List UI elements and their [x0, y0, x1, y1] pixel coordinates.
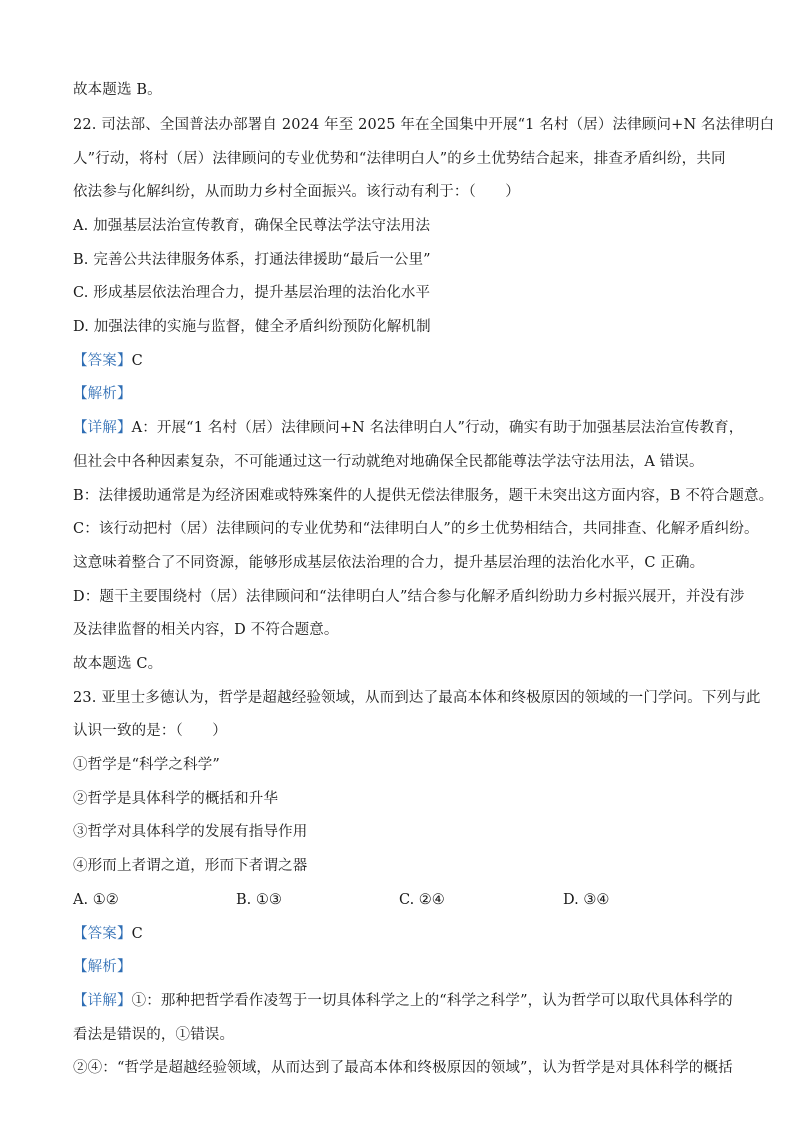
q23-stem-line-1: 23. 亚里士多德认为，哲学是超越经验领域，从而到达了最高本体和终极原因的领域的一门学问。下列与此 — [73, 690, 761, 706]
q21-conclusion: 故本题选 B。 — [73, 82, 162, 98]
q22-detail-line-4: C：该行动把村（居）法律顾问的专业优势和“法律明白人”的乡土优势相结合，共同排查、化解矛盾纠纷。 — [73, 521, 759, 537]
q22-analysis-tag: 【解析】 — [73, 386, 132, 402]
q23-item-4: ④形而上者谓之道，形而下者谓之器 — [73, 858, 308, 874]
q23-answer-value: C — [131, 926, 143, 942]
q22-detail-tag: 【详解】 — [73, 420, 132, 436]
q23-item-2: ②哲学是具体科学的概括和升华 — [73, 791, 279, 807]
q22-conclusion: 故本题选 C。 — [73, 656, 163, 672]
q23-detail-line-2: 看法是错误的，①错误。 — [73, 1027, 235, 1043]
q22-detail-line-2: 但社会中各种因素复杂，不可能通过这一行动就绝对地确保全民都能尊法学法守法用法，A 错误。 — [73, 454, 704, 470]
q22-answer-value: C — [131, 353, 143, 369]
q22-detail-line-7: 及法律监督的相关内容，D 不符合题意。 — [73, 622, 339, 638]
q22-option-a: A. 加强基层法治宣传教育，确保全民尊法学法守法用法 — [73, 218, 431, 234]
q22-stem-line-1: 22. 司法部、全国普法办部署自 2024 年至 2025 年在全国集中开展“1 名村（居）法律顾问+N 名法律明白 — [73, 117, 775, 133]
q22-detail-text-1: A：开展“1 名村（居）法律顾问+N 名法律明白人”行动，确实有助于加强基层法治宣传教育， — [131, 420, 744, 436]
q23-answer — [73, 924, 143, 944]
q22-option-d: D. 加强法律的实施与监督，健全矛盾纠纷预防化解机制 — [73, 319, 431, 335]
q23-detail-line-1 — [73, 991, 733, 1011]
q22-option-b: B. 完善公共法律服务体系，打通法律援助“最后一公里” — [73, 252, 431, 268]
q22-analysis-heading — [73, 384, 132, 404]
q23-item-1: ①哲学是“科学之科学” — [73, 757, 220, 773]
q23-answer-tag: 【答案】 — [73, 926, 132, 942]
q22-stem-line-3: 依法参与化解纠纷，从而助力乡村全面振兴。该行动有利于：（ ） — [73, 184, 520, 200]
q23-detail-tag: 【详解】 — [73, 993, 132, 1009]
q22-answer-tag: 【答案】 — [73, 353, 132, 369]
q23-stem-line-2: 认识一致的是：（ ） — [73, 723, 227, 739]
q22-detail-line-5: 这意味着整合了不同资源，能够形成基层依法治理的合力，提升基层治理的法治化水平，C 正确。 — [73, 555, 705, 571]
q22-detail-line-6: D：题干主要围绕村（居）法律顾问和“法律明白人”结合参与化解矛盾纠纷助力乡村振兴展开，并没有涉 — [73, 589, 745, 605]
q23-option-b: B. ①③ — [236, 892, 282, 908]
q23-option-c: C. ②④ — [399, 892, 445, 908]
q23-analysis-tag: 【解析】 — [73, 959, 132, 975]
q22-option-c: C. 形成基层依法治理合力，提升基层治理的法治化水平 — [73, 285, 431, 301]
q23-option-a: A. ①② — [73, 892, 119, 908]
q22-answer — [73, 351, 143, 371]
q23-option-d: D. ③④ — [563, 892, 610, 908]
q23-detail-line-3: ②④：“哲学是超越经验领域，从而达到了最高本体和终极原因的领域”，认为哲学是对具体科学的概括 — [73, 1060, 733, 1076]
q22-detail-line-3: B：法律援助通常是为经济困难或特殊案件的人提供无偿法律服务，题干未突出这方面内容，B 不符合题意。 — [73, 488, 774, 504]
q22-detail-line-1 — [73, 418, 743, 438]
q23-detail-text-1: ①：那种把哲学看作凌驾于一切具体科学之上的“科学之科学”，认为哲学可以取代具体科学的 — [131, 993, 733, 1009]
q23-analysis-heading — [73, 957, 132, 977]
q22-stem-line-2: 人”行动，将村（居）法律顾问的专业优势和“法律明白人”的乡土优势结合起来，排查矛盾纠纷，共同 — [73, 151, 726, 167]
q23-item-3: ③哲学对具体科学的发展有指导作用 — [73, 824, 308, 840]
